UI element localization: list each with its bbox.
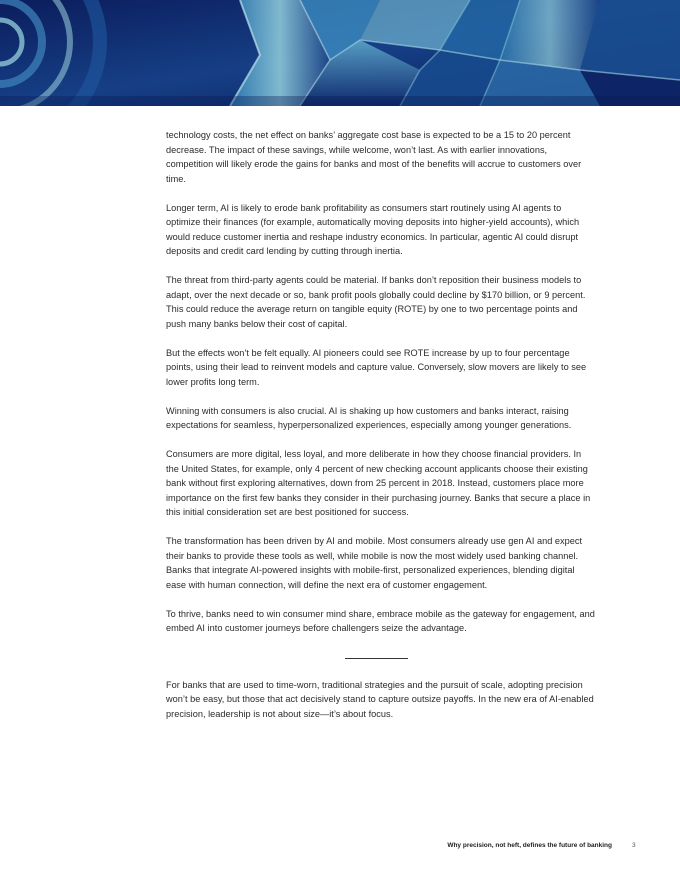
closing-paragraph: For banks that are used to time-worn, traditional strategies and the pursuit of scale, adopting precision won’t be easy, but those that act decisively stand to capture outsize payoffs. In the new era of AI-enabled precision, leadership is not about size—it’s about focus. [166,679,594,719]
footer-title: Why precision, not heft, defines the future of banking [447,842,612,849]
page-number: 3 [632,842,636,849]
hero-banner-image [0,0,680,106]
body-paragraph-2: Longer term, AI is likely to erode bank profitability as consumers start routinely using AI agents to optimize their finances (for example, automatically moving deposits into higher-yield accounts), which would reduce customer inertia and reshape industry economics. In particular, agentic AI could disrupt deposits and credit card lending by cutting through inertia. [166,202,580,256]
body-paragraph-6: Consumers are more digital, less loyal, and more deliberate in how they choose financial providers. In the United States, for example, only 4 percent of new checking account applicants choose their existing bank without first exploring alternatives, down from 25 percent in 2018. Instead, customers place more importance on the first few banks they consider in their purchasing journey. Banks that secure a place in this initial consideration set are best positioned for success. [166,449,591,517]
section-divider [345,658,408,659]
body-paragraph-7: The transformation has been driven by AI and mobile. Most consumers already use gen AI and expect their banks to provide these tools as well, while mobile is now the most widely used banking channel. Banks that integrate AI-powered insights with mobile-first, personalized experiences, blending digital ease with human connection, will define the next era of customer engagement. [166,536,583,590]
body-paragraph-1: technology costs, the net effect on banks’ aggregate cost base is expected to be a 15 to 20 percent decrease. The impact of these savings, while welcome, won’t last. As with earlier innovations, competition will likely erode the gains for banks and most of the benefits will accrue to customers over time. [166,130,582,184]
body-paragraph-3: The threat from third-party agents could be material. If banks don’t reposition their business models to adapt, over the next decade or so, bank profit pools globally could decline by $170 billion, or 9 percent. This could reduce the average return on tangible equity (ROTE) by one to two percentage points and push many banks below their cost of capital. [166,275,586,329]
body-paragraph-5: Winning with consumers is also crucial. AI is shaking up how customers and banks interact, raising expectations for seamless, hyperpersonalized experiences, especially among younger generations. [166,405,572,430]
body-paragraph-4: But the effects won’t be felt equally. AI pioneers could see ROTE increase by up to four percentage points, using their lead to reinvent models and capture value. Conversely, slow movers are likely to see lower profits long term. [166,347,587,387]
body-paragraph-8: To thrive, banks need to win consumer mind share, embrace mobile as the gateway for engagement, and embed AI into customer journeys before challengers seize the advantage. [166,608,595,633]
abstract-blue-geometric-banner-icon [0,0,680,106]
page-footer [0,842,680,854]
article-body [166,128,596,736]
